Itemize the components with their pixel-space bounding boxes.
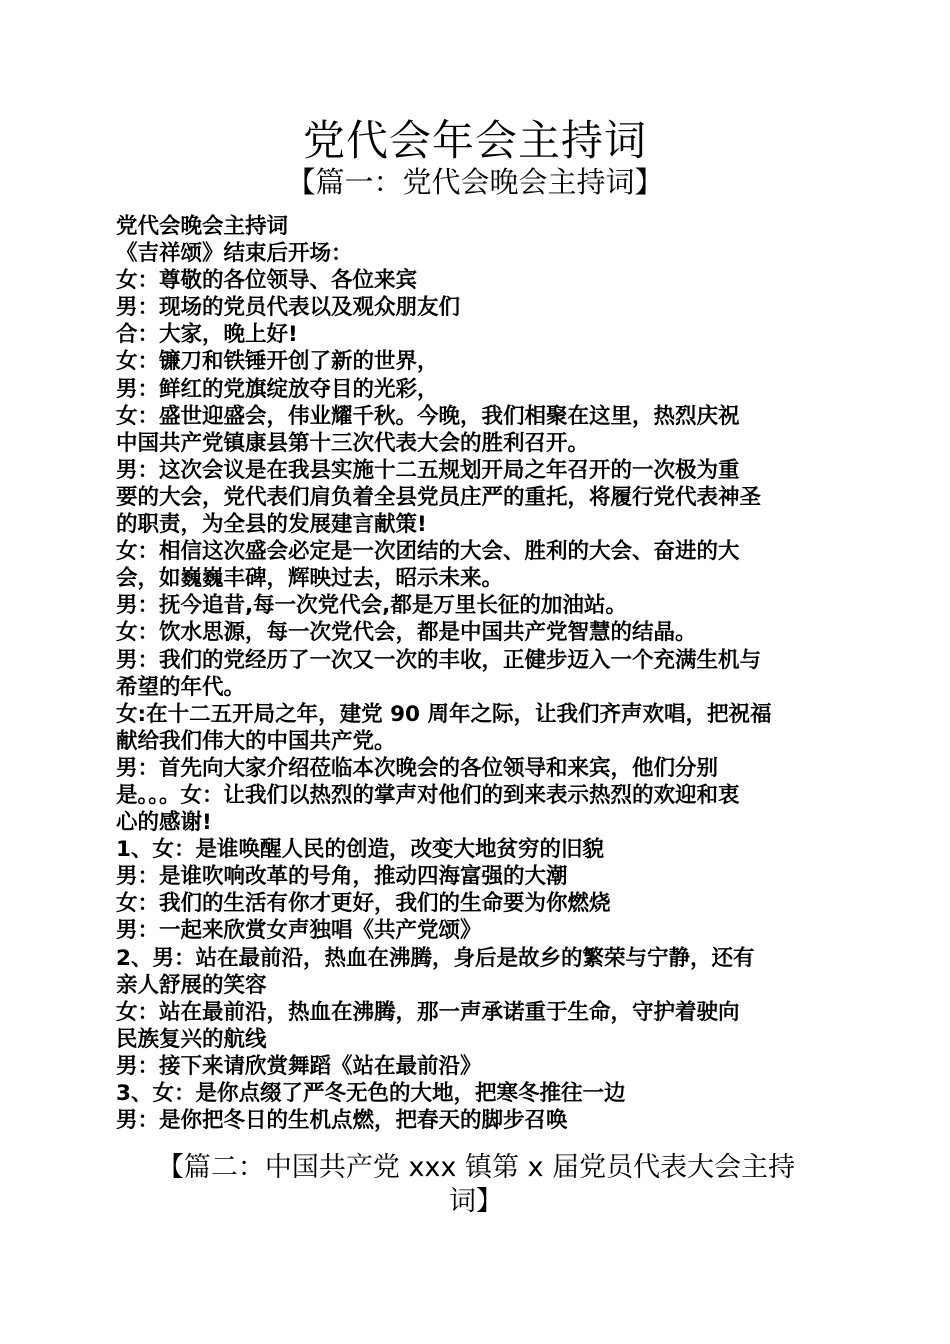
body-line: 男：接下来请欣赏舞蹈《站在最前沿》 (116, 1053, 482, 1079)
body-line: 中国共产党镇康县第十三次代表大会的胜利召开。 (116, 430, 590, 456)
body-line: 女：饮水思源，每一次党代会，都是中国共产党智慧的结晶。 (116, 620, 697, 646)
body-line: 亲人舒展的笑容 (116, 972, 267, 998)
body-line: 党代会晚会主持词 (116, 214, 289, 239)
body-line: 3、女：是你点缀了严冬无色的大地，把寒冬推往一边 (116, 1081, 626, 1106)
body-line: 2、男：站在最前沿，热血在沸腾，身后是故乡的繁荣与宁静，还有 (116, 945, 755, 971)
body-line: 是。。。女：让我们以热烈的掌声对他们的到来表示热烈的欢迎和衷 (116, 782, 740, 808)
body-line: 男：首先向大家介绍莅临本次晚会的各位领导和来宾，他们分别 (116, 755, 719, 781)
body-line: 男：是谁吹响改革的号角，推动四海富强的大潮 (116, 864, 568, 890)
document-title: 党代会年会主持词 (302, 116, 647, 165)
body-line: 男：现场的党员代表以及观众朋友们 (116, 295, 461, 321)
body-line: 女:在十二五开局之年，建党 90 周年之际，让我们齐声欢唱，把祝福 (116, 701, 772, 727)
body-line: 女：我们的生活有你才更好，我们的生命要为你燃烧 (116, 891, 611, 917)
body-line: 女：相信这次盛会必定是一次团结的大会、胜利的大会、奋进的大 (116, 539, 740, 565)
body-line: 男：鲜红的党旗绽放夺目的光彩， (116, 376, 439, 402)
section-2-heading (96, 1151, 856, 1219)
body-line: 献给我们伟大的中国共产党。 (116, 728, 396, 754)
body-line: 男：一起来欣赏女声独唱《共产党颂》 (116, 918, 482, 944)
section-1-heading: 【篇一：党代会晚会主持词】 (286, 165, 664, 199)
body-line: 《吉祥颂》结束后开场： (116, 241, 353, 267)
body-line: 的职责，为全县的发展建言献策! (116, 512, 427, 538)
body-line: 女：尊敬的各位领导、各位来宾 (116, 268, 418, 294)
body-line: 合：大家，晚上好! (116, 322, 298, 348)
body-line: 要的大会，党代表们肩负着全县党员庄严的重托，将履行党代表神圣 (116, 484, 762, 510)
body-line: 男：是你把冬日的生机点燃，把春天的脚步召唤 (116, 1108, 568, 1134)
body-line: 民族复兴的航线 (116, 1026, 267, 1052)
body-line: 希望的年代。 (116, 674, 246, 700)
body-line: 女：站在最前沿，热血在沸腾，那一声承诺重于生命，守护着驶向 (116, 999, 740, 1025)
section-2-heading-line-2: 词】 (449, 1186, 503, 1217)
body-line: 心的感谢! (116, 810, 212, 836)
body-line: 会，如巍巍丰碑，辉映过去，昭示未来。 (116, 566, 504, 592)
body-line: 男：这次会议是在我县实施十二五规划开局之年召开的一次极为重 (116, 457, 740, 483)
body-line: 女：镰刀和铁锤开创了新的世界， (116, 349, 439, 375)
section-2-heading-line-1: 【篇二：中国共产党 xxx 镇第 x 届党员代表大会主持 (156, 1152, 796, 1183)
document-body (116, 213, 838, 1134)
body-line: 男：我们的党经历了一次又一次的丰收，正健步迈入一个充满生机与 (116, 647, 762, 673)
body-line: 男：抚今追昔,每一次党代会,都是万里长征的加油站。 (116, 593, 627, 619)
body-line: 女：盛世迎盛会，伟业耀千秋。今晚，我们相聚在这里，热烈庆祝 (116, 403, 740, 429)
body-line: 1、女：是谁唤醒人民的创造，改变大地贫穷的旧貌 (116, 837, 604, 863)
